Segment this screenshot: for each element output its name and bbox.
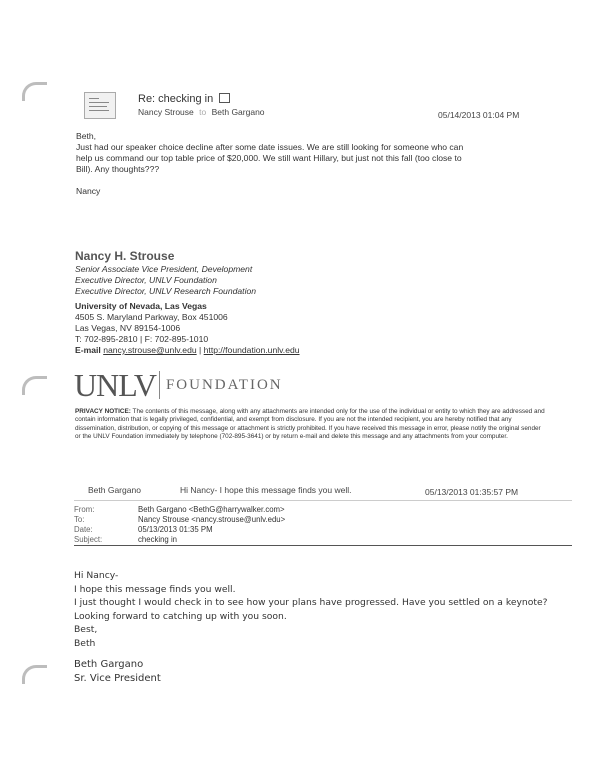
signature-contact <box>75 301 300 356</box>
hole-punch-mark <box>22 665 47 684</box>
email-body <box>76 142 536 175</box>
attachment-box-icon <box>219 93 230 103</box>
body-line: Just had our speaker choice decline after some date issues. We are still looking for someone who can <box>76 142 464 152</box>
hole-punch-mark <box>22 376 47 395</box>
email-datetime: 05/14/2013 01:04 PM <box>438 110 520 120</box>
body-line: Hi Nancy- <box>74 570 119 581</box>
body-line: Bill). Any thoughts??? <box>76 164 160 174</box>
message-icon <box>84 92 116 119</box>
to-name: Beth Gargano <box>211 107 265 117</box>
from-label: From: <box>74 505 95 514</box>
email-from-to <box>138 107 265 117</box>
to-label: To: <box>74 515 85 524</box>
date-value: 05/13/2013 01:35 PM <box>138 525 213 534</box>
divider <box>74 500 572 501</box>
body-line: I hope this message finds you well. <box>74 583 236 595</box>
logo-divider <box>159 371 160 399</box>
body-line: Best, <box>74 624 98 635</box>
unlv-foundation-logo <box>74 367 283 403</box>
body-line: Looking forward to catching up with you soon. <box>74 610 287 622</box>
email-link[interactable]: nancy.strouse@unlv.edu <box>103 345 197 355</box>
from-name: Nancy Strouse <box>138 107 194 117</box>
privacy-label: PRIVACY NOTICE: <box>75 408 131 415</box>
signature-address: 4505 S. Maryland Parkway, Box 451006 <box>75 312 228 322</box>
email-closing: Nancy <box>76 186 101 196</box>
from-value: Beth Gargano <BethG@harrywalker.com> <box>138 505 285 514</box>
subject-label: Subject: <box>74 535 103 544</box>
signature-titles <box>75 264 256 297</box>
sender-name: Beth Gargano <box>74 659 144 670</box>
signature-phone: T: 702-895-2810 | F: 702-895-1010 <box>75 334 209 344</box>
sender-signature <box>74 658 161 685</box>
website-link[interactable]: http://foundation.unlv.edu <box>203 345 300 355</box>
signature-title: Executive Director, UNLV Research Foundation <box>75 286 257 296</box>
to-value: Nancy Strouse <nancy.strouse@unlv.edu> <box>138 515 286 524</box>
body-line: help us command our top table price of $20,000. We still want Hillary, but just not this fall (too close to <box>76 153 462 163</box>
logo-sub: FOUNDATION <box>165 376 283 393</box>
email-label: E-mail <box>75 345 101 355</box>
signature-title: Executive Director, UNLV Foundation <box>75 275 217 285</box>
signature-title: Senior Associate Vice President, Development <box>75 264 253 274</box>
sender-title: Sr. Vice President <box>74 672 161 684</box>
email-body <box>74 569 584 650</box>
row-preview: Hi Nancy- I hope this message finds you well. <box>180 485 352 495</box>
subject-value: checking in <box>138 535 178 544</box>
row-from: Beth Gargano <box>88 485 141 495</box>
email-greeting: Beth, <box>76 131 97 141</box>
email-metadata <box>74 505 572 545</box>
hole-punch-mark <box>22 82 47 101</box>
signature-org: University of Nevada, Las Vegas <box>75 301 207 311</box>
body-line: I just thought I would check in to see how your plans have progressed. Have you settled on a keynote? <box>74 597 548 608</box>
email-subject: Re: checking in <box>138 93 230 105</box>
row-datetime: 05/13/2013 01:35:57 PM <box>425 487 519 497</box>
body-line: Beth <box>74 637 96 649</box>
signature-address: Las Vegas, NV 89154-1006 <box>75 323 181 333</box>
privacy-notice <box>75 408 545 442</box>
signature-name: Nancy H. Strouse <box>75 249 175 263</box>
divider <box>74 545 572 546</box>
privacy-text: The contents of this message, along with any attachments are intended only for the use of the individual or entity to which they are addressed and contain information that is legally privileged, confidential, and exempt from disclosure. If you are not the intended recipient, you are hereby notified that any dissemination, distribution, or copying of this message or attachment is strictly prohibited. If you have received this message in error, please notify the original sender or the UNLV Foundation immediately by telephone (702-895-3641) or by return e-mail and delete this message and any attachments from your computer. <box>75 408 545 441</box>
separator: | <box>196 345 204 355</box>
to-label: to <box>199 107 207 117</box>
logo-word: UNLV <box>74 366 156 403</box>
date-label: Date: <box>74 525 93 534</box>
